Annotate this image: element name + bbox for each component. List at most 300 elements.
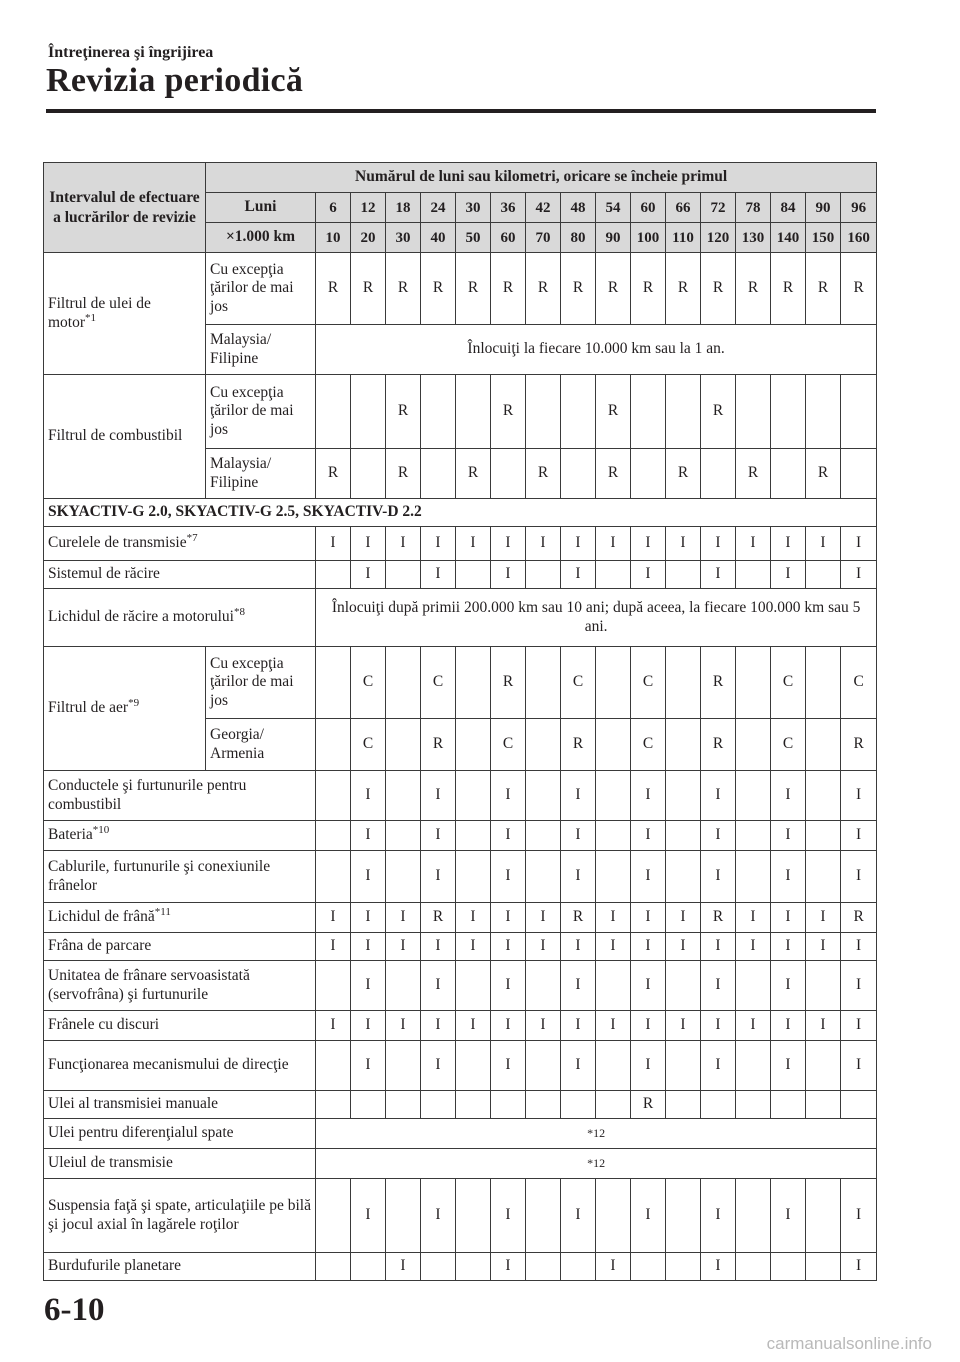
item-label-text: Frâna de parcare [48,937,152,955]
km-header: 100 [631,223,666,253]
span-note: Înlocuiţi după primii 200.000 km sau 10 ani; după aceea, la fiecare 100.000 km sau 5 ani. [316,589,877,647]
schedule-cell [806,961,841,1011]
schedule-cell [456,719,491,771]
item-label [44,561,316,589]
schedule-cell: I [491,771,526,821]
schedule-cell: I [596,1011,631,1041]
schedule-cell [736,1253,771,1281]
group-label-text: Filtrul de aer [48,699,129,717]
schedule-cell: I [631,561,666,589]
schedule-cell: I [631,1011,666,1041]
schedule-cell [386,1179,421,1253]
schedule-cell [666,647,701,719]
schedule-cell [526,961,561,1011]
schedule-cell [316,851,351,903]
schedule-cell: I [421,771,456,821]
schedule-cell: I [631,851,666,903]
schedule-cell: I [701,851,736,903]
schedule-cell: I [596,903,631,933]
schedule-cell [666,771,701,821]
schedule-cell: I [491,903,526,933]
schedule-cell: I [596,1253,631,1281]
schedule-cell [316,821,351,851]
schedule-cell: R [596,449,631,499]
schedule-cell [456,821,491,851]
schedule-cell [596,821,631,851]
km-header: 80 [561,223,596,253]
schedule-cell [806,561,841,589]
schedule-cell: I [421,561,456,589]
schedule-cell: I [316,933,351,961]
schedule-cell: R [526,449,561,499]
schedule-cell [806,851,841,903]
schedule-cell [841,449,877,499]
engine-band: SKYACTIV-G 2.0, SKYACTIV-G 2.5, SKYACTIV-D 2.2 [44,499,877,527]
schedule-cell [456,1041,491,1091]
group-label [44,375,206,499]
month-header: 30 [456,193,491,223]
schedule-cell: I [806,1011,841,1041]
schedule-cell [806,1253,841,1281]
month-header: 48 [561,193,596,223]
item-label-text: Ulei al transmisiei manuale [48,1095,219,1113]
schedule-cell [456,1091,491,1119]
item-label [44,527,316,561]
month-header: 78 [736,193,771,223]
month-header: 12 [351,193,386,223]
schedule-cell: I [701,961,736,1011]
watermark: carmanualsonline.info [766,1334,932,1353]
schedule-cell: I [631,1179,666,1253]
schedule-cell [736,375,771,449]
schedule-cell: I [491,1253,526,1281]
schedule-cell [736,1091,771,1119]
schedule-cell [666,1179,701,1253]
schedule-cell [316,647,351,719]
schedule-cell [596,1041,631,1091]
schedule-cell: R [316,449,351,499]
schedule-cell: I [666,903,701,933]
maintenance-schedule-table [43,162,877,1281]
schedule-cell: I [491,1011,526,1041]
schedule-cell: R [491,647,526,719]
schedule-cell: R [701,375,736,449]
schedule-cell [456,375,491,449]
schedule-cell: R [701,253,736,325]
schedule-cell [736,821,771,851]
schedule-cell [806,719,841,771]
schedule-cell: R [736,449,771,499]
schedule-cell: I [456,903,491,933]
schedule-cell: I [771,1011,806,1041]
schedule-cell: I [841,933,877,961]
schedule-cell: I [701,933,736,961]
schedule-cell [596,719,631,771]
schedule-cell: I [701,1179,736,1253]
schedule-cell: I [491,1179,526,1253]
schedule-cell [736,1041,771,1091]
schedule-cell: I [316,903,351,933]
section-label: Întreţinerea şi îngrijirea [48,44,214,61]
schedule-cell [806,1041,841,1091]
schedule-cell [596,1179,631,1253]
schedule-cell: I [666,933,701,961]
schedule-cell: I [351,561,386,589]
schedule-cell: I [631,527,666,561]
schedule-cell [316,771,351,821]
item-label-text: Burdufurile planetare [48,1257,181,1275]
row-sublabel: Cu excepţia ţărilor de mai jos [206,253,316,325]
schedule-cell: I [421,933,456,961]
schedule-cell: C [351,719,386,771]
schedule-cell [806,647,841,719]
schedule-cell: I [561,821,596,851]
schedule-cell [456,561,491,589]
schedule-cell: I [666,527,701,561]
schedule-cell: R [701,719,736,771]
month-header: 60 [631,193,666,223]
schedule-cell [386,771,421,821]
schedule-cell: C [491,719,526,771]
schedule-cell [631,449,666,499]
month-header: 72 [701,193,736,223]
schedule-cell [526,771,561,821]
item-label [44,903,316,933]
row-sublabel: Malaysia/ Filipine [206,449,316,499]
interval-header: Intervalul de efectuare a lucrărilor de revizie [44,163,206,253]
schedule-cell [736,561,771,589]
item-label-text: Lichidul de frână [48,908,155,926]
item-label [44,1011,316,1041]
schedule-cell [456,771,491,821]
schedule-cell [526,1253,561,1281]
schedule-cell: R [666,449,701,499]
footnote-ref: *8 [233,606,245,619]
schedule-cell [736,719,771,771]
schedule-cell: I [491,851,526,903]
month-header: 66 [666,193,701,223]
item-label [44,1091,316,1119]
schedule-cell [771,1091,806,1119]
schedule-cell: I [351,527,386,561]
schedule-cell: I [526,527,561,561]
schedule-cell [526,1091,561,1119]
schedule-cell: C [771,647,806,719]
schedule-cell: I [631,961,666,1011]
item-label [44,933,316,961]
schedule-cell: I [701,771,736,821]
schedule-cell: I [701,1011,736,1041]
schedule-cell [631,1253,666,1281]
schedule-cell: I [841,851,877,903]
schedule-cell: I [526,933,561,961]
schedule-cell [596,851,631,903]
schedule-cell [526,1041,561,1091]
schedule-cell: R [421,719,456,771]
schedule-cell [666,1253,701,1281]
item-label-text: Curelele de transmisie [48,534,187,552]
schedule-cell: I [666,1011,701,1041]
item-label-text: Sistemul de răcire [48,565,160,583]
schedule-cell [526,719,561,771]
schedule-cell: I [386,903,421,933]
schedule-cell [666,1041,701,1091]
schedule-cell: I [421,1179,456,1253]
group-label-text: Filtrul de ulei de motor [48,294,151,331]
row-sublabel: Malaysia/ Filipine [206,325,316,375]
schedule-cell [771,449,806,499]
schedule-cell: C [421,647,456,719]
schedule-cell [386,561,421,589]
km-header: 40 [421,223,456,253]
schedule-cell [841,375,877,449]
schedule-cell: R [631,253,666,325]
schedule-cell: I [841,1041,877,1091]
schedule-cell: C [841,647,877,719]
schedule-cell: R [701,903,736,933]
schedule-cell: I [526,903,561,933]
schedule-cell [701,449,736,499]
month-header: 24 [421,193,456,223]
schedule-cell: C [771,719,806,771]
km-header: 90 [596,223,631,253]
schedule-cell: R [701,647,736,719]
schedule-cell: I [806,933,841,961]
schedule-cell: I [701,561,736,589]
schedule-cell: I [771,821,806,851]
group-label-text: Filtrul de combustibil [48,427,183,445]
page-title: Revizia periodică [46,62,304,99]
schedule-cell [421,1253,456,1281]
schedule-cell: I [841,561,877,589]
item-label-text: Uleiul de transmisie [48,1154,173,1172]
schedule-cell [386,961,421,1011]
schedule-cell [736,771,771,821]
schedule-cell: I [771,851,806,903]
schedule-cell: R [491,375,526,449]
km-header: 160 [841,223,877,253]
schedule-cell: I [456,527,491,561]
schedule-cell: I [561,527,596,561]
schedule-cell: I [351,1011,386,1041]
schedule-cell: I [771,961,806,1011]
schedule-cell [841,1091,877,1119]
schedule-cell: I [736,933,771,961]
schedule-cell: R [456,449,491,499]
row-sublabel: Cu excepţia ţărilor de mai jos [206,375,316,449]
schedule-cell: R [386,253,421,325]
schedule-cell [456,851,491,903]
item-label-text: Ulei pentru diferenţialul spate [48,1124,234,1142]
km-header: 110 [666,223,701,253]
schedule-cell [666,851,701,903]
top-header: Numărul de luni sau kilometri, oricare se încheie primul [206,163,877,193]
schedule-cell [736,961,771,1011]
schedule-cell: I [771,771,806,821]
schedule-cell [596,561,631,589]
schedule-cell: R [456,253,491,325]
row-sublabel: Cu excepţia ţărilor de mai jos [206,647,316,719]
schedule-cell [386,1091,421,1119]
schedule-cell [386,719,421,771]
schedule-cell: I [561,561,596,589]
schedule-cell: I [736,1011,771,1041]
schedule-cell: I [421,1041,456,1091]
schedule-cell: I [421,851,456,903]
schedule-cell: R [491,253,526,325]
schedule-cell: I [631,903,666,933]
schedule-cell [701,1091,736,1119]
schedule-cell: I [456,1011,491,1041]
schedule-cell [736,1179,771,1253]
schedule-cell [736,851,771,903]
schedule-cell: C [631,719,666,771]
schedule-cell: I [736,903,771,933]
schedule-cell: I [841,771,877,821]
footnote-ref: *10 [92,824,110,837]
schedule-cell [386,851,421,903]
km-header: 140 [771,223,806,253]
schedule-cell: R [841,719,877,771]
schedule-cell: C [351,647,386,719]
schedule-cell [491,1091,526,1119]
schedule-cell: I [351,1179,386,1253]
schedule-cell: I [771,1041,806,1091]
schedule-cell [456,647,491,719]
schedule-cell: I [421,1011,456,1041]
schedule-cell [666,821,701,851]
schedule-cell: R [526,253,561,325]
schedule-cell: I [316,527,351,561]
schedule-cell: I [491,933,526,961]
schedule-cell: I [841,1179,877,1253]
schedule-cell [421,375,456,449]
footnote-ref: *12 [316,1149,877,1179]
schedule-cell: I [736,527,771,561]
row-sublabel: Georgia/ Armenia [206,719,316,771]
item-label [44,1119,316,1149]
schedule-cell [421,1091,456,1119]
schedule-cell: I [561,1179,596,1253]
item-label-text: Conductele şi furtunurile pentru combustibil [48,776,247,813]
schedule-cell: I [806,527,841,561]
schedule-cell [526,1179,561,1253]
schedule-cell: I [351,903,386,933]
item-label [44,821,316,851]
schedule-cell [666,561,701,589]
item-label [44,1179,316,1253]
km-header: 150 [806,223,841,253]
schedule-cell [386,647,421,719]
schedule-cell: I [631,821,666,851]
schedule-cell: I [491,961,526,1011]
schedule-cell: R [666,253,701,325]
schedule-cell [526,821,561,851]
schedule-cell [666,375,701,449]
schedule-cell: I [561,961,596,1011]
km-header: 70 [526,223,561,253]
page-number: 6-10 [44,1292,105,1328]
schedule-cell: I [771,903,806,933]
month-header: 6 [316,193,351,223]
schedule-cell [456,961,491,1011]
schedule-cell: R [806,449,841,499]
schedule-cell: I [421,821,456,851]
schedule-cell [806,771,841,821]
schedule-cell [351,1091,386,1119]
schedule-cell [316,719,351,771]
schedule-cell: I [631,1041,666,1091]
schedule-cell [491,449,526,499]
schedule-cell [666,961,701,1011]
schedule-cell [631,375,666,449]
schedule-cell: I [491,821,526,851]
item-label [44,1041,316,1091]
month-header: 54 [596,193,631,223]
month-header: 42 [526,193,561,223]
schedule-cell [526,647,561,719]
schedule-cell [561,375,596,449]
schedule-cell: R [351,253,386,325]
footnote-ref: *11 [154,906,171,919]
schedule-cell [316,1041,351,1091]
schedule-cell [596,961,631,1011]
km-header: 120 [701,223,736,253]
item-label [44,961,316,1011]
month-header: 96 [841,193,877,223]
schedule-cell [316,1091,351,1119]
schedule-cell: R [596,375,631,449]
schedule-cell [316,1253,351,1281]
schedule-cell [596,1091,631,1119]
schedule-cell [806,1091,841,1119]
schedule-cell [596,771,631,821]
month-header: 18 [386,193,421,223]
schedule-cell: R [561,719,596,771]
schedule-cell: R [771,253,806,325]
schedule-cell: I [701,527,736,561]
schedule-cell: I [491,527,526,561]
schedule-cell: I [841,961,877,1011]
item-label [44,771,316,821]
schedule-cell [806,1179,841,1253]
schedule-cell: I [351,771,386,821]
item-label-text: Suspensia faţă şi spate, articulaţiile pe bilă şi jocul axial în lagărele roţilor [48,1196,311,1233]
schedule-cell: I [771,933,806,961]
schedule-cell: I [386,527,421,561]
schedule-cell [456,1179,491,1253]
schedule-cell: R [736,253,771,325]
schedule-cell: I [491,1041,526,1091]
schedule-cell [561,449,596,499]
schedule-cell [596,647,631,719]
schedule-cell [806,821,841,851]
footnote-ref: *9 [128,697,140,710]
item-label-text: Bateria [48,826,93,844]
group-label [44,647,206,771]
item-label-text: Lichidul de răcire a motorului [48,608,234,626]
schedule-cell: I [351,933,386,961]
schedule-cell: I [841,821,877,851]
schedule-cell: I [421,961,456,1011]
item-label [44,1253,316,1281]
schedule-cell: R [841,253,877,325]
km-header: 130 [736,223,771,253]
schedule-cell [526,851,561,903]
km-header: 60 [491,223,526,253]
schedule-cell: I [491,561,526,589]
schedule-cell [666,719,701,771]
